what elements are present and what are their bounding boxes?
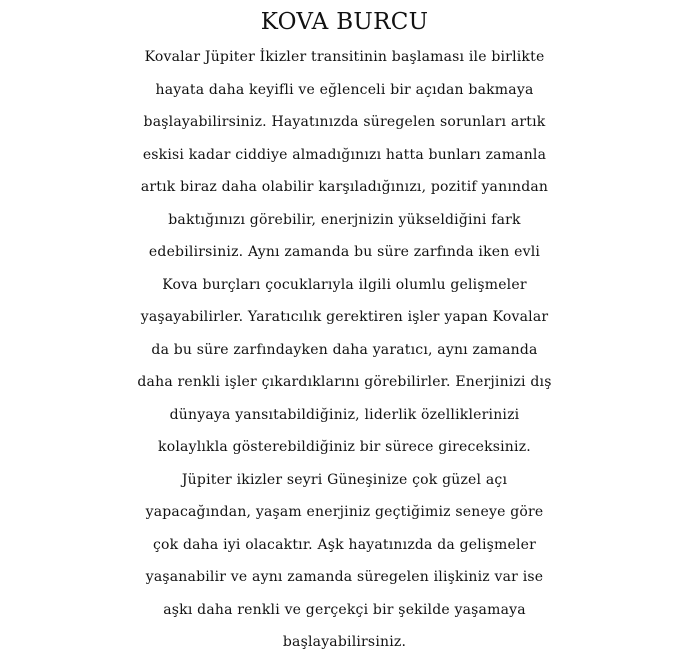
text-line: yaşayabilirler. Yaratıcılık gerektiren işler yapan Kovalar (140, 309, 549, 325)
text-line: artık biraz daha olabilir karşıladığınızı, pozitif yanından (140, 179, 549, 195)
text-line: Kova burçları çocuklarıyla ilgili olumlu gelişmeler (162, 276, 527, 293)
text-line: yapacağından, yaşam enerjiniz geçtiğimiz seneye göre (145, 504, 544, 520)
text-line: edebilirsiniz. Aynı zamanda bu süre zarfında iken evli (148, 244, 541, 260)
text-line: başlayabilirsiniz. (282, 634, 407, 650)
text-line: başlayabilirsiniz. Hayatınızda süregelen sorunları artık (143, 114, 546, 130)
text-line: baktığınızı görebilir, enerjnizin yükseldiğini fark (168, 211, 521, 228)
text-line: daha renkli işler çıkardıklarını görebilirler. Enerjinizi dış (137, 374, 552, 390)
text-line: Jüpiter ikizler seyri Güneşinize çok güzel açı (181, 471, 508, 488)
text-line: da bu süre zarfındayken daha yaratıcı, aynı zamanda (151, 341, 538, 358)
text-line: Kovalar Jüpiter İkizler transitinin başlaması ile birlikte (144, 49, 545, 65)
text-line: kolaylıkla gösterebildiğiniz bir sürece gireceksiniz. (158, 439, 531, 455)
document-body (0, 41, 689, 659)
text-line: yaşanabilir ve aynı zamanda süregelen ilişkiniz var ise (145, 569, 544, 585)
text-line: çok daha iyi olacaktır. Aşk hayatınızda da gelişmeler (152, 536, 537, 553)
text-line: eskisi kadar ciddiye almadığınızı hatta bunları zamanla (142, 146, 547, 163)
text-line: hayata daha keyifli ve eğlenceli bir açıdan bakmaya (155, 81, 534, 98)
text-line: dünyaya yansıtabildiğiniz, liderlik özelliklerinizi (169, 406, 520, 423)
document-title: KOVA BURCU (260, 9, 429, 35)
text-line: aşkı daha renkli ve gerçekçi bir şekilde yaşamaya (163, 601, 526, 618)
